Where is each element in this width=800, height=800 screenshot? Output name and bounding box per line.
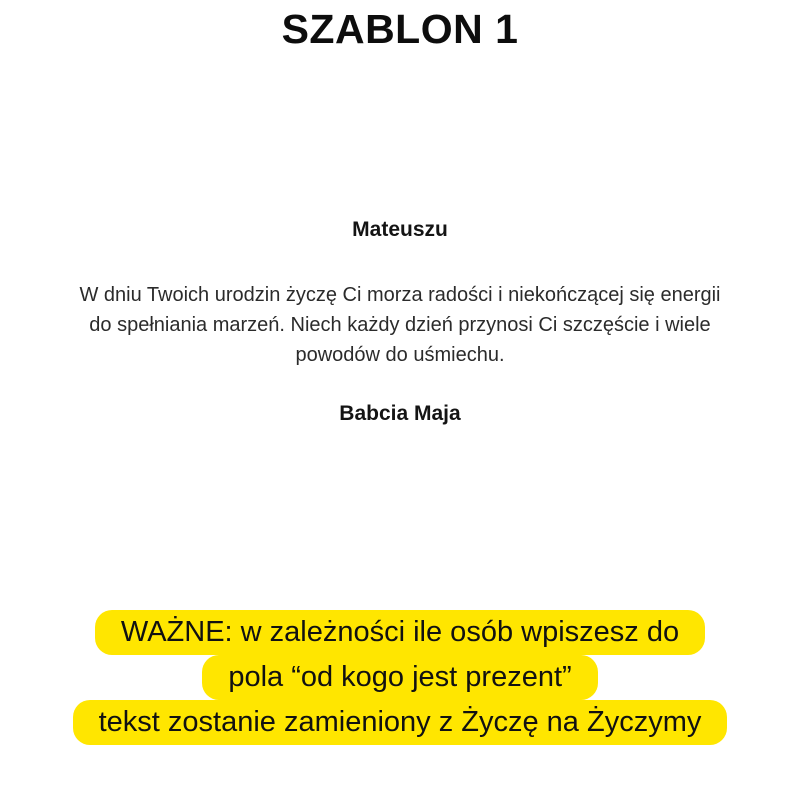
message-line: powodów do uśmiechu. — [295, 344, 505, 366]
page-title: SZABLON 1 — [281, 6, 519, 52]
note-highlight: tekst zostanie zamieniony z Życzę na Życzymy — [73, 700, 728, 745]
note-line — [0, 611, 800, 656]
greeting-message — [0, 280, 800, 370]
note-highlight: WAŻNE: w zależności ile osób wpiszesz do — [95, 610, 705, 655]
recipient-name: Mateuszu — [352, 218, 448, 241]
message-line: do spełniania marzeń. Niech każdy dzień przynosi Ci szczęście i wiele — [89, 314, 711, 336]
note-line — [0, 656, 800, 701]
signature-name: Babcia Maja — [339, 402, 461, 425]
note-line — [0, 701, 800, 746]
important-note — [0, 611, 800, 746]
message-line: W dniu Twoich urodzin życzę Ci morza radości i niekończącej się energii — [79, 284, 721, 306]
note-highlight: pola “od kogo jest prezent” — [202, 655, 597, 700]
